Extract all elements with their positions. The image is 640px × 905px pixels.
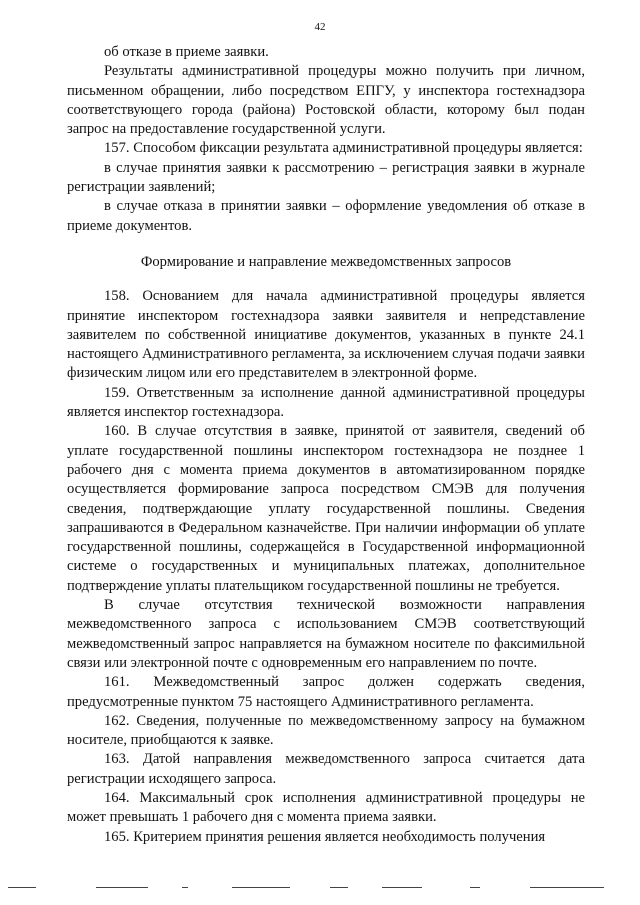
scan-artifact-line xyxy=(182,887,188,888)
scan-artifact-line xyxy=(232,887,290,888)
paragraph: 165. Критерием принятия решения является необходимость получения xyxy=(104,828,546,845)
scan-artifact-line xyxy=(530,887,604,888)
paragraph: об отказе в приеме заявки. xyxy=(104,44,269,60)
document-body xyxy=(67,43,585,847)
paragraph: в случае принятия заявки к рассмотрению – регистрация заявки в журнале регистрации заявлений; xyxy=(67,159,585,196)
paragraph: В случае отсутствия технической возможности направления межведомственного запроса с использованием СМЭВ соответствующий межведомственный запрос направляется на бумажном носителе по факсимильной связи или электронной почте с одновременным его направлением по почте. xyxy=(67,597,585,671)
paragraph: 157. Способом фиксации результата административной процедуры является: xyxy=(104,140,583,157)
paragraph: 158. Основанием для начала административной процедуры является принятие инспектором гостехнадзора заявки заявителя и непредставление заявителем по собственной инициативе документов, указанных в пункте 24.1 настоящего Административного регламента, за исключением случая подачи заявки физическим лицом или его представителем в электронной форме. xyxy=(67,288,585,382)
paragraph: Результаты административной процедуры можно получить при личном, письменном обращении, либо посредством ЕПГУ, у инспектора гостехнадзора соответствующего города (района) Ростовской области, которому был подан запрос на предоставление государственной услуги. xyxy=(67,63,585,138)
paragraph: 162. Сведения, полученные по межведомственному запросу на бумажном носителе, приобщаются к заявке. xyxy=(67,712,585,749)
scan-artifact-line xyxy=(96,887,148,888)
scan-artifact-line xyxy=(470,887,480,888)
scan-artifact-line xyxy=(8,887,36,888)
section-heading: Формирование и направление межведомственных запросов xyxy=(140,253,512,270)
paragraph: 163. Датой направления межведомственного запроса считается дата регистрации исходящего запроса. xyxy=(67,751,585,787)
paragraph: 161. Межведомственный запрос должен содержать сведения, предусмотренные пунктом 75 настоящего Административного регламента. xyxy=(67,674,585,710)
paragraph: в случае отказа в принятии заявки – оформление уведомления об отказе в приеме документов. xyxy=(67,198,585,234)
paragraph: 159. Ответственным за исполнение данной административной процедуры является инспектор гостехнадзора. xyxy=(67,384,585,421)
scan-artifact-line xyxy=(330,887,348,888)
scan-artifact-line xyxy=(382,887,422,888)
paragraph: 160. В случае отсутствия в заявке, принятой от заявителя, сведений об уплате государственной пошлины инспектором гостехнадзора не позднее 1 рабочего дня с момента приема документов в автоматизированном порядке осуществляется формирование запроса посредством СМЭВ для получения сведения, подтверждающие уплату государственной пошлины. Сведения запрашиваются в Федеральном казначействе. При наличии информации об уплате государственной пошлины, содержащейся в Государственной информационной системе о государственных и муниципальных платежах, дополнительное подтверждение уплаты плательщиком государственной пошлины не требуется. xyxy=(67,423,585,594)
page-number: 42 xyxy=(314,21,326,33)
paragraph: 164. Максимальный срок исполнения административной процедуры не может превышать 1 рабочего дня с момента приема заявки. xyxy=(67,789,585,826)
